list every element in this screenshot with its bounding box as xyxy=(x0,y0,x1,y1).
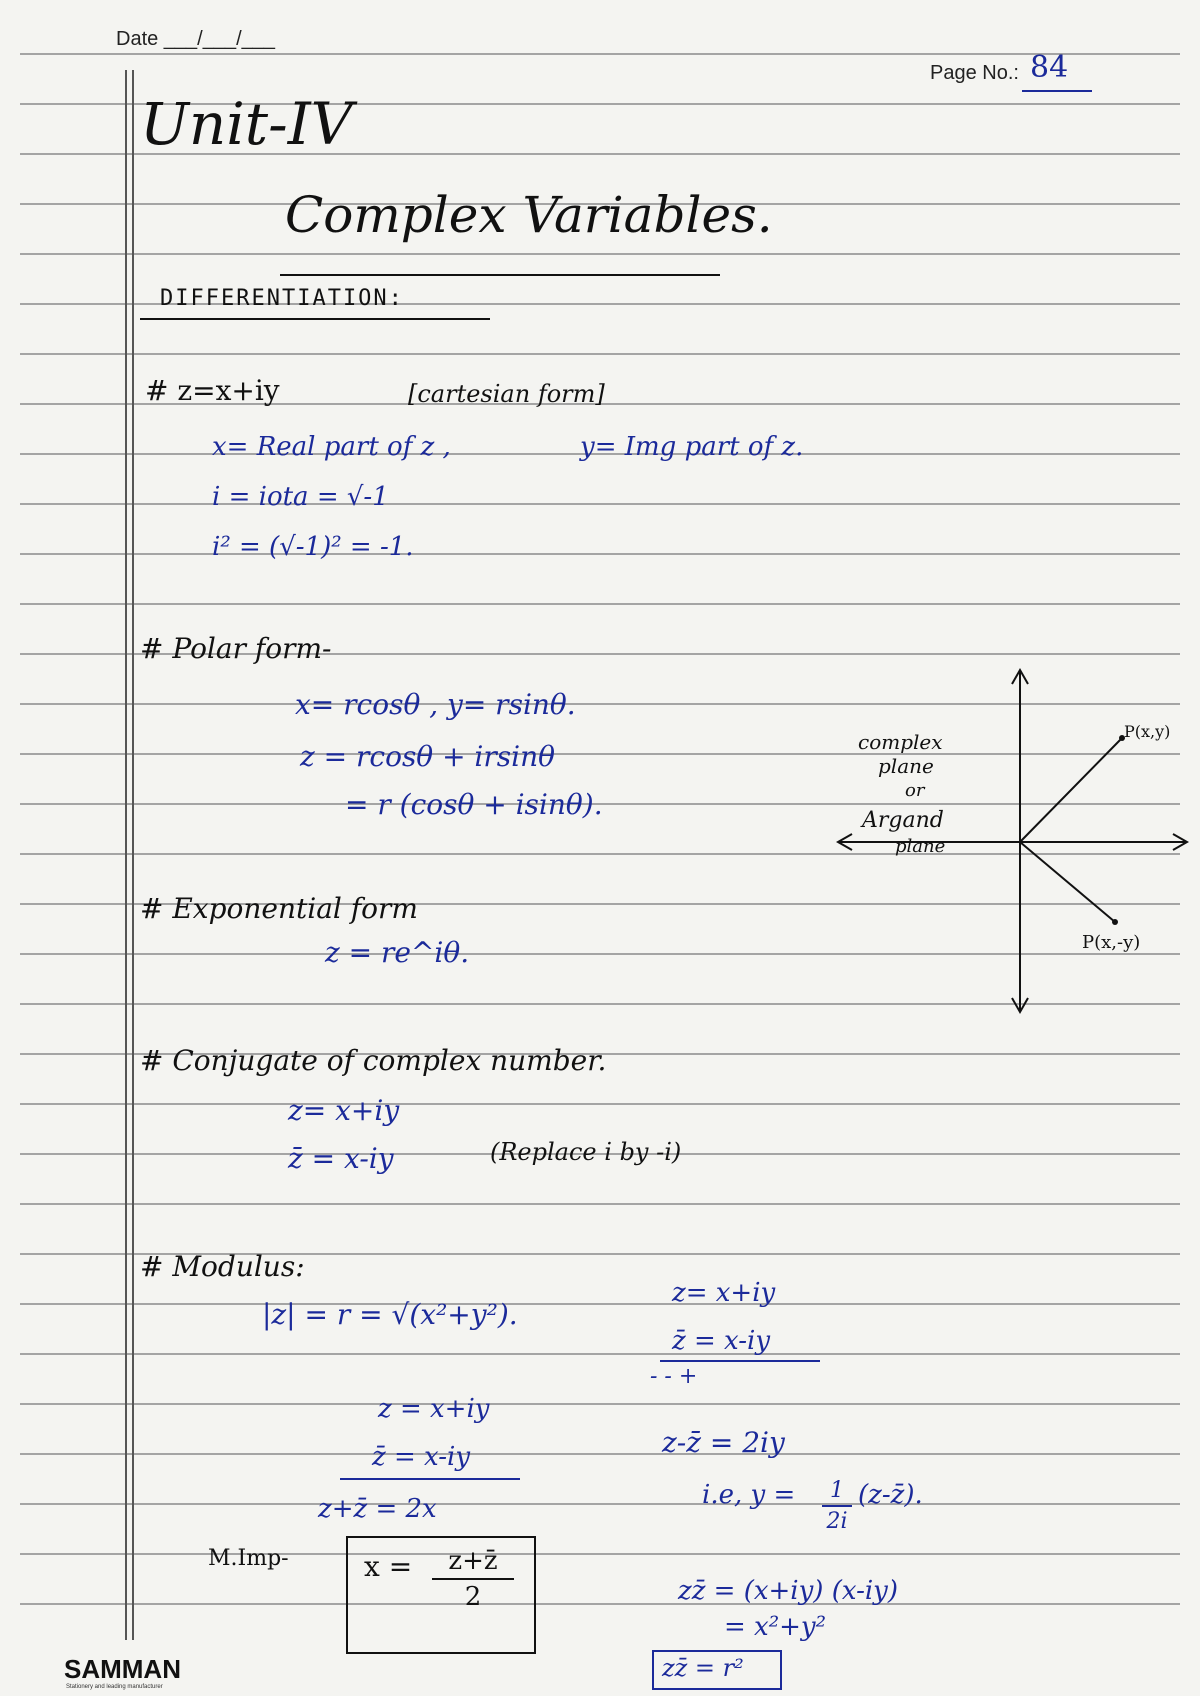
boxed-result-text: zz̄ = r² xyxy=(662,1654,744,1682)
exponential-formula: z = re^iθ. xyxy=(325,936,470,969)
vector-to-conjugate xyxy=(1020,842,1115,922)
argand-label-plane-2: plane xyxy=(895,836,946,857)
vector-to-p xyxy=(1020,738,1122,842)
ie-fraction-bar xyxy=(822,1505,852,1507)
product-line-1: zz̄ = (x+iy) (x-iy) xyxy=(678,1576,898,1606)
conjugate-heading: # Conjugate of complex number. xyxy=(140,1044,607,1077)
left-add-line xyxy=(340,1478,520,1480)
left-z: z = x+iy xyxy=(378,1394,490,1424)
conjugate-zbar: z̄ = x-iy xyxy=(288,1142,394,1175)
cartesian-note: [cartesian form] xyxy=(408,380,605,408)
imp-label: M.Imp- xyxy=(208,1546,289,1571)
page-number: 84 xyxy=(1030,50,1069,85)
argand-label-plane: plane xyxy=(878,754,934,778)
polar-line-3: = r (cosθ + isinθ). xyxy=(345,788,603,821)
conjugate-z: z= x+iy xyxy=(288,1094,400,1127)
left-sum: z+z̄ = 2x xyxy=(318,1494,437,1524)
boxed-x-fraction xyxy=(432,1546,514,1612)
argand-label-complex: complex xyxy=(858,730,943,754)
boxed-x-den: 2 xyxy=(464,1582,482,1612)
ie-fraction-den: 2i xyxy=(826,1509,848,1534)
brand-tagline: Stationery and leading manufacturer xyxy=(66,1684,163,1690)
right-difference: z-z̄ = 2iy xyxy=(662,1426,785,1459)
page-number-label: Page No.: xyxy=(930,62,1019,84)
ie-fraction-num: 1 xyxy=(830,1478,844,1503)
argand-diagram xyxy=(830,660,1200,1020)
right-zbar: z̄ = x-iy xyxy=(672,1326,771,1356)
argand-label-or: or xyxy=(905,780,925,801)
ie-prefix: i.e, y = xyxy=(702,1480,796,1510)
exponential-heading: # Exponential form xyxy=(140,892,418,925)
boxed-x-formula xyxy=(346,1536,536,1654)
topic-title: Complex Variables. xyxy=(285,186,773,244)
date-label: Date ___/___/___ xyxy=(116,28,276,50)
boxed-x-bar xyxy=(432,1578,514,1580)
right-subtract-line xyxy=(660,1360,820,1362)
cartesian-heading: # z=x+iy xyxy=(145,374,280,407)
conjugate-note: (Replace i by -i) xyxy=(490,1138,682,1166)
section-underline xyxy=(140,318,490,320)
page-number-underline xyxy=(1022,90,1092,92)
iota-line: i = iota = √-1 xyxy=(212,482,389,512)
topic-underline xyxy=(280,274,720,276)
ie-suffix: (z-z̄). xyxy=(858,1480,923,1510)
polar-line-2: z = rcosθ + irsinθ xyxy=(300,740,555,773)
modulus-formula: |z| = r = √(x²+y²). xyxy=(262,1298,518,1331)
argand-label-argand: Argand xyxy=(862,808,944,833)
boxed-x-num: z+z̄ xyxy=(448,1546,498,1576)
polar-heading: # Polar form- xyxy=(140,632,332,665)
ie-fraction xyxy=(822,1478,852,1534)
real-part-line: x= Real part of z , xyxy=(212,432,451,462)
right-signs: - - + xyxy=(650,1364,698,1389)
brand-name: SAMMAN xyxy=(64,1654,181,1684)
unit-title: Unit-IV xyxy=(140,90,353,158)
polar-line-1: x= rcosθ , y= rsinθ. xyxy=(295,688,576,721)
boxed-result xyxy=(652,1650,782,1690)
right-z: z= x+iy xyxy=(672,1278,776,1308)
boxed-x-lhs: x = xyxy=(364,1550,413,1583)
left-zbar: z̄ = x-iy xyxy=(372,1442,471,1472)
modulus-heading: # Modulus: xyxy=(140,1250,305,1283)
section-heading: DIFFERENTIATION: xyxy=(160,286,404,311)
point-p-label: P(x,y) xyxy=(1124,722,1171,741)
point-conjugate xyxy=(1112,919,1118,925)
point-conjugate-label: P(x,-y) xyxy=(1082,932,1141,953)
imag-part-line: y= Img part of z. xyxy=(580,432,804,462)
i-squared-line: i² = (√-1)² = -1. xyxy=(212,532,414,562)
product-line-2: = x²+y² xyxy=(724,1612,827,1642)
